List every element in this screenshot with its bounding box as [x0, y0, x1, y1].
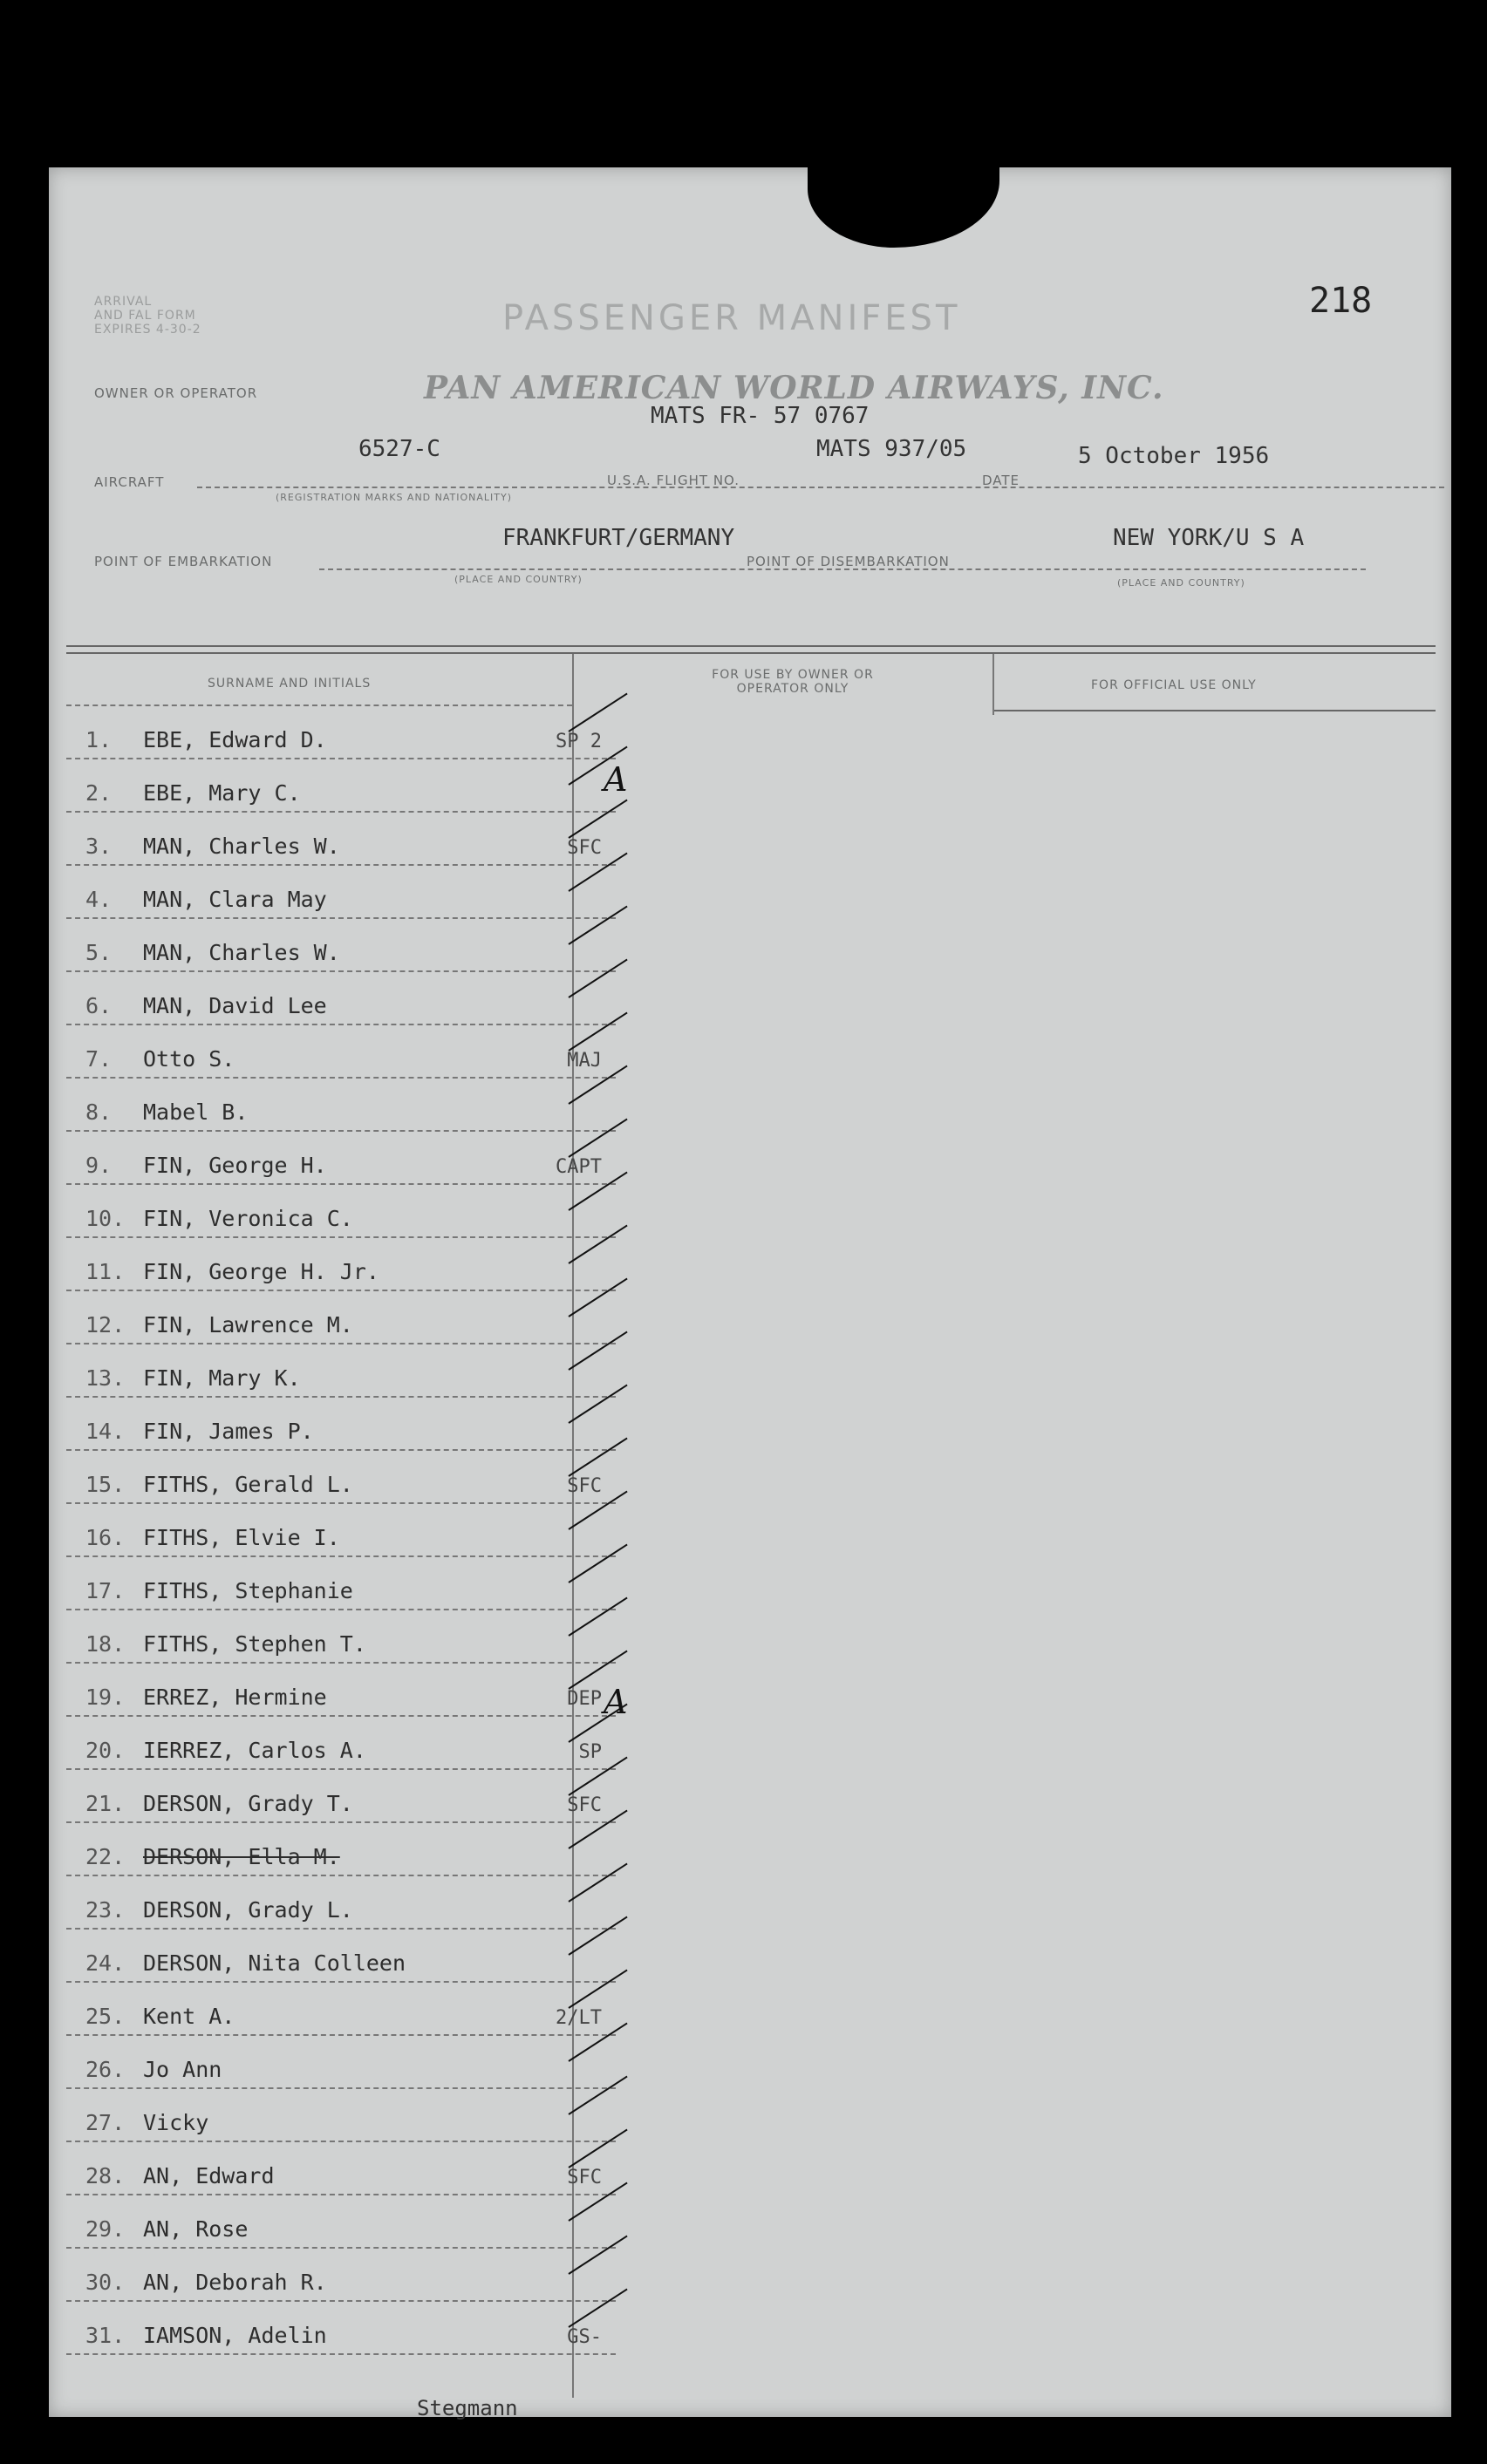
table-row: [66, 1343, 616, 1398]
row-number: 26.: [85, 2057, 126, 2082]
disembarkation-label: POINT OF DISEMBARKATION: [747, 554, 950, 569]
passenger-name: DERSON, Ella M.: [143, 1844, 340, 1869]
passenger-name: IAMSON, Adelin: [143, 2323, 327, 2348]
check-mark-icon: [568, 1757, 627, 1796]
check-mark-icon: [568, 1970, 627, 2009]
table-row: [66, 1502, 616, 1557]
row-number: 25.: [85, 2004, 126, 2029]
passenger-name: FIN, James P.: [143, 1419, 314, 1444]
table-row: [66, 704, 616, 759]
corner-stamp: [94, 295, 201, 337]
table-row: [66, 2194, 616, 2249]
passenger-rank: SFC: [567, 837, 602, 859]
column-divider-2: [992, 654, 994, 715]
row-number: 22.: [85, 1844, 126, 1869]
table-row: [66, 1130, 616, 1185]
check-mark-icon: [568, 1119, 627, 1158]
table-row: [66, 1662, 616, 1717]
table-row: [66, 1875, 616, 1930]
flight-label: U.S.A. FLIGHT NO.: [607, 473, 740, 488]
passenger-rank: SFC: [567, 1794, 602, 1816]
table-row: [66, 2034, 616, 2089]
aircraft-line: [197, 487, 1444, 488]
page-number: 218: [1309, 281, 1373, 321]
corner-stamp-line: AND FAL FORM: [94, 309, 196, 323]
passenger-name: Jo Ann: [143, 2057, 222, 2082]
table-row: [66, 917, 616, 972]
passenger-name: EBE, Mary C.: [143, 780, 301, 806]
check-mark-icon: [568, 1225, 627, 1264]
passenger-rank: CAPT: [556, 1156, 602, 1178]
mats-fr-number: MATS FR- 57 0767: [651, 403, 870, 429]
table-row: [66, 811, 616, 866]
row-number: 29.: [85, 2216, 126, 2242]
passenger-name: FITHS, Elvie I.: [143, 1525, 340, 1550]
passenger-rank: SFC: [567, 2167, 602, 2188]
row-number: 15.: [85, 1472, 126, 1497]
embarkation-value: FRANKFURT/GERMANY: [502, 525, 735, 551]
row-number: 21.: [85, 1791, 126, 1816]
passenger-name: IERREZ, Carlos A.: [143, 1738, 366, 1763]
disembarkation-note: (PLACE AND COUNTRY): [1117, 577, 1245, 589]
check-mark-icon: [568, 1491, 627, 1530]
row-number: 20.: [85, 1738, 126, 1763]
row-number: 17.: [85, 1578, 126, 1603]
header-bottom-rule-2: [994, 710, 1436, 711]
passenger-name: MAN, David Lee: [143, 993, 327, 1018]
passenger-rank: 2/LT: [556, 2007, 602, 2029]
table-row: [66, 758, 616, 813]
table-row: [66, 1236, 616, 1291]
passenger-name: FITHS, Stephanie: [143, 1578, 353, 1603]
check-mark-icon: [568, 1863, 627, 1902]
check-mark-icon: [568, 800, 627, 839]
passenger-name: MAN, Clara May: [143, 887, 327, 912]
table-row: [66, 970, 616, 1025]
passenger-name: Otto S.: [143, 1046, 235, 1072]
row-number: 10.: [85, 1206, 126, 1231]
owner-label: OWNER OR OPERATOR: [94, 385, 258, 401]
passenger-name: AN, Rose: [143, 2216, 249, 2242]
check-mark-column: [563, 704, 668, 2361]
passenger-name: FIN, Veronica C.: [143, 1206, 353, 1231]
passenger-rank: SP: [578, 1741, 602, 1763]
check-mark-icon: [568, 1597, 627, 1637]
row-number: 4.: [85, 887, 113, 912]
row-number: 18.: [85, 1631, 126, 1657]
row-number: 13.: [85, 1365, 126, 1391]
table-row: [66, 1715, 616, 1770]
table-top-rule-2: [66, 652, 1436, 654]
embarkation-line: [319, 568, 1366, 570]
table-row: [66, 1183, 616, 1238]
table-row: [66, 1821, 616, 1876]
row-number: 30.: [85, 2270, 126, 2295]
row-number: 27.: [85, 2110, 126, 2135]
passenger-name: FIN, George H. Jr.: [143, 1259, 379, 1284]
passenger-name: MAN, Charles W.: [143, 834, 340, 859]
table-row: [66, 864, 616, 919]
check-mark-icon: [568, 1385, 627, 1424]
check-mark-icon: [568, 1916, 627, 1956]
passenger-name: Mabel B.: [143, 1099, 249, 1125]
row-number: 11.: [85, 1259, 126, 1284]
disembarkation-value: NEW YORK/U S A: [1113, 525, 1305, 551]
date-label: DATE: [982, 473, 1020, 488]
check-mark-icon: [568, 2076, 627, 2115]
manifest-sheet: [49, 167, 1451, 2420]
table-row: [66, 1024, 616, 1079]
row-number: 5.: [85, 940, 113, 965]
row-number: 19.: [85, 1685, 126, 1710]
corner-stamp-line: EXPIRES 4-30-2: [94, 323, 201, 337]
check-mark-icon: [568, 2182, 627, 2222]
passenger-rank: SFC: [567, 1475, 602, 1497]
flight-value: MATS 937/05: [816, 436, 967, 462]
table-row: [66, 1609, 616, 1664]
check-mark-icon: [568, 1810, 627, 1849]
row-number: 1.: [85, 727, 113, 752]
owner-value: PAN AMERICAN WORLD AIRWAYS, INC.: [424, 370, 1164, 406]
row-number: 3.: [85, 834, 113, 859]
row-number: 16.: [85, 1525, 126, 1550]
passenger-name: FITHS, Gerald L.: [143, 1472, 353, 1497]
check-mark-icon: [568, 2129, 627, 2168]
row-number: 8.: [85, 1099, 113, 1125]
signature-name: Stegmann: [417, 2396, 518, 2420]
check-mark-icon: [568, 1012, 627, 1052]
table-row: [66, 1768, 616, 1823]
passenger-name: DERSON, Grady L.: [143, 1897, 353, 1923]
check-mark-icon: [568, 1331, 627, 1371]
table-row: [66, 1555, 616, 1610]
table-row: [66, 1981, 616, 2036]
check-mark-icon: [568, 1438, 627, 1477]
row-number: 23.: [85, 1897, 126, 1923]
table-row: [66, 2247, 616, 2302]
check-mark-icon: [568, 853, 627, 892]
table-row: [66, 2141, 616, 2195]
check-mark-icon: [568, 2023, 627, 2062]
aircraft-value: 6527-C: [358, 436, 440, 462]
check-mark-icon: [568, 1172, 627, 1211]
date-value: 5 October 1956: [1078, 443, 1270, 469]
handwritten-mark: A: [604, 760, 628, 799]
row-number: 24.: [85, 1950, 126, 1976]
passenger-name: AN, Edward: [143, 2163, 275, 2188]
check-mark-icon: [568, 1544, 627, 1583]
passenger-name: FITHS, Stephen T.: [143, 1631, 366, 1657]
owner-use-column-header: FOR USE BY OWNER OR OPERATOR ONLY: [712, 668, 874, 696]
embarkation-label: POINT OF EMBARKATION: [94, 554, 273, 569]
registration-note: (REGISTRATION MARKS AND NATIONALITY): [276, 492, 513, 503]
row-number: 7.: [85, 1046, 113, 1072]
passenger-name: Kent A.: [143, 2004, 235, 2029]
table-top-rule: [66, 645, 1436, 647]
torn-edge: [808, 164, 999, 248]
check-mark-icon: [568, 906, 627, 945]
official-use-column-header: FOR OFFICIAL USE ONLY: [1091, 678, 1257, 692]
table-row: [66, 1290, 616, 1344]
surname-column-header: SURNAME AND INITIALS: [208, 677, 372, 691]
table-row: [66, 1928, 616, 1983]
check-mark-icon: [568, 1065, 627, 1105]
table-row: [66, 2300, 616, 2355]
handwritten-mark: A: [604, 1683, 628, 1721]
passenger-name: Vicky: [143, 2110, 209, 2135]
table-row: [66, 1449, 616, 1504]
row-number: 31.: [85, 2323, 126, 2348]
embarkation-note: (PLACE AND COUNTRY): [454, 574, 583, 585]
row-number: 14.: [85, 1419, 126, 1444]
passenger-name: AN, Deborah R.: [143, 2270, 327, 2295]
passenger-name: DERSON, Grady T.: [143, 1791, 353, 1816]
row-number: 9.: [85, 1153, 113, 1178]
passenger-name: FIN, Lawrence M.: [143, 1312, 353, 1338]
passenger-name: ERREZ, Hermine: [143, 1685, 327, 1710]
row-number: 12.: [85, 1312, 126, 1338]
table-row: [66, 1077, 616, 1132]
aircraft-label: AIRCRAFT: [94, 474, 165, 490]
check-mark-icon: [568, 1278, 627, 1317]
table-row: [66, 2087, 616, 2142]
passenger-rank: GS-: [567, 2326, 602, 2348]
passenger-name: DERSON, Nita Colleen: [143, 1950, 406, 1976]
check-mark-icon: [568, 2289, 627, 2328]
table-row: [66, 1396, 616, 1451]
row-number: 2.: [85, 780, 113, 806]
check-mark-icon: [568, 2236, 627, 2275]
row-number: 28.: [85, 2163, 126, 2188]
passenger-name: MAN, Charles W.: [143, 940, 340, 965]
passenger-rank: MAJ: [567, 1050, 602, 1072]
passenger-name: FIN, Mary K.: [143, 1365, 301, 1391]
passenger-name: EBE, Edward D.: [143, 727, 327, 752]
row-number: 6.: [85, 993, 113, 1018]
passenger-rank: DEP: [567, 1688, 602, 1710]
corner-stamp-line: ARRIVAL: [94, 295, 153, 309]
check-mark-icon: [568, 693, 627, 732]
passenger-name: FIN, George H.: [143, 1153, 327, 1178]
passenger-rank: SP 2: [556, 731, 602, 752]
check-mark-icon: [568, 959, 627, 998]
manifest-title: PASSENGER MANIFEST: [502, 298, 961, 338]
